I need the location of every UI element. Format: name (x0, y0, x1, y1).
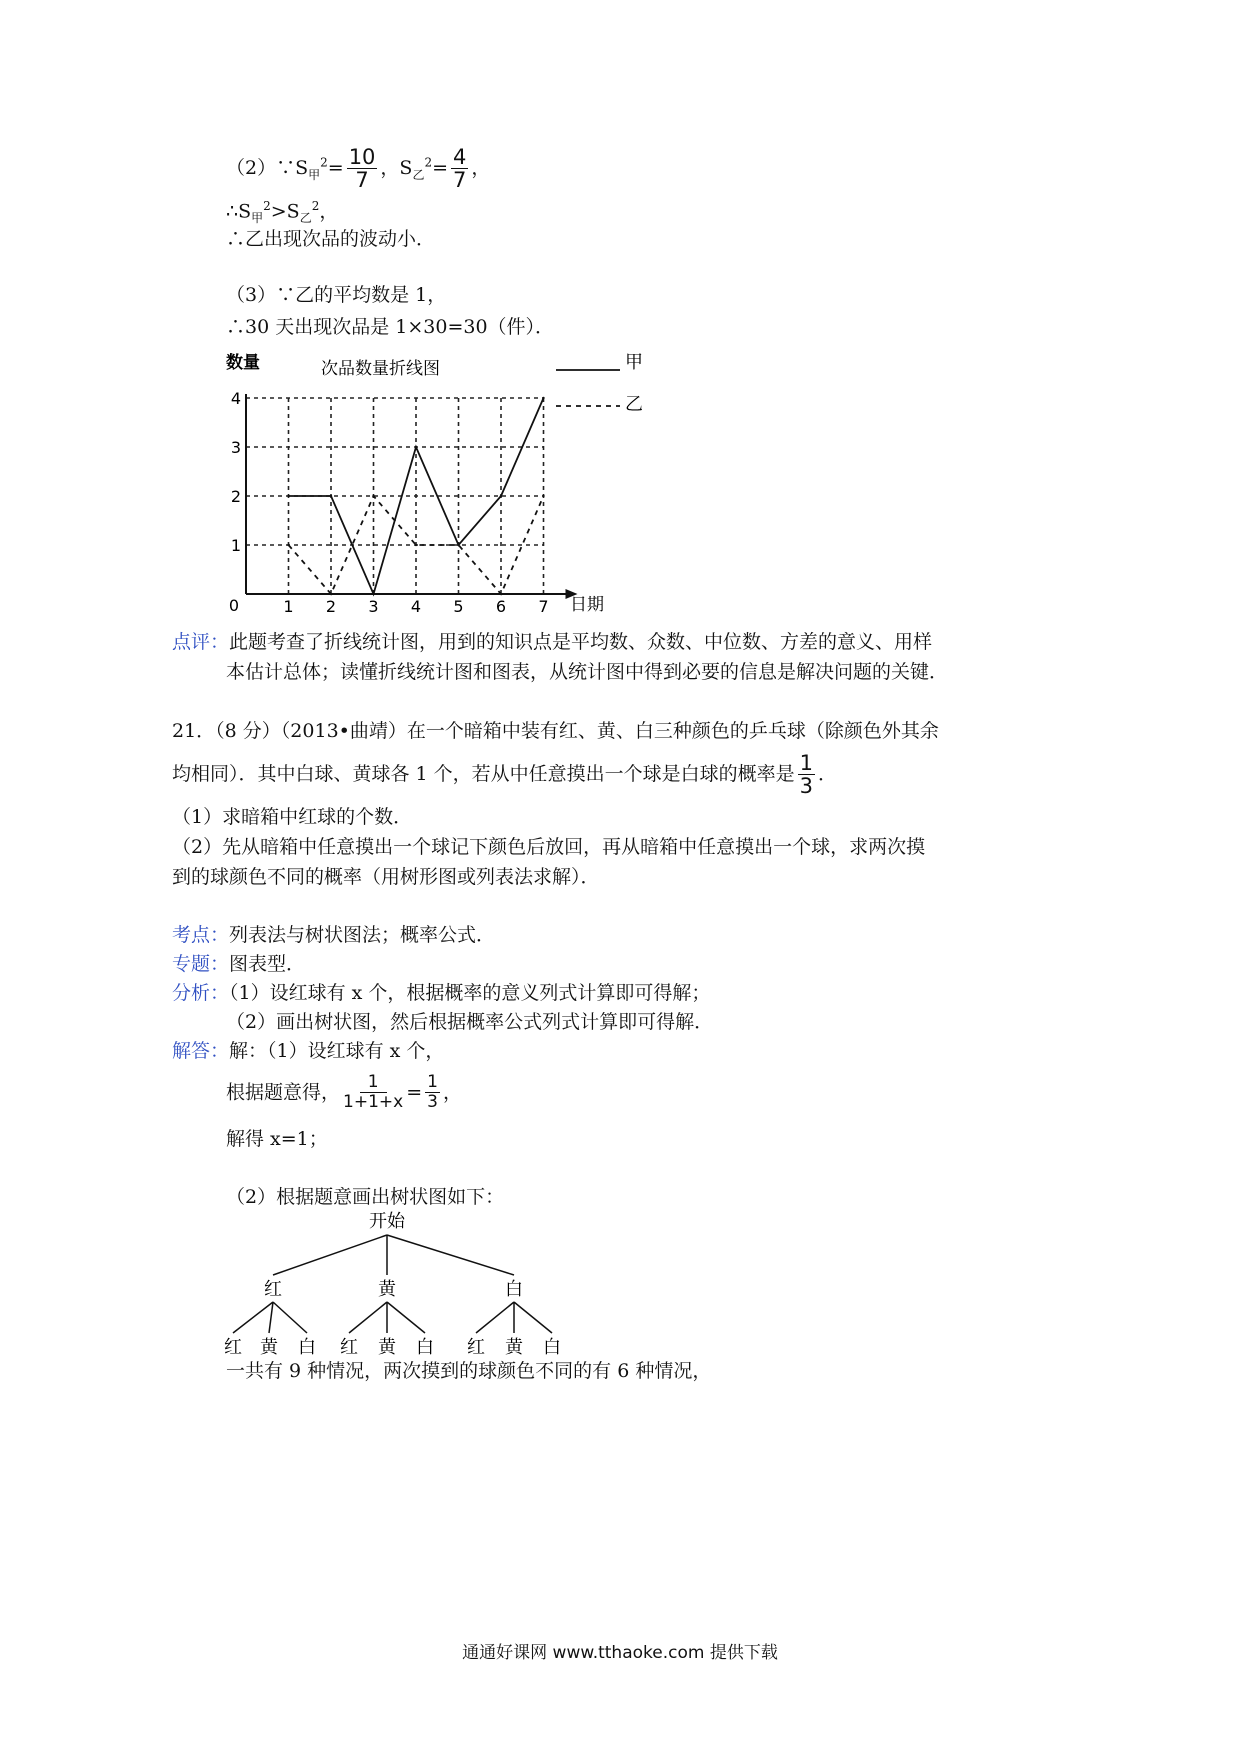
text: ， (471, 157, 491, 180)
legend-label: 甲 (625, 352, 643, 373)
tree-node-l2: 黄 (505, 1337, 523, 1355)
tree-edge (476, 1302, 514, 1333)
q21-line-2 (172, 752, 837, 798)
tree-diagram (220, 1205, 600, 1355)
jieda-text: 解：（1）设红球有 x 个， (229, 1040, 445, 1062)
numerator: 1 (360, 1074, 387, 1093)
x-tick-label: 4 (410, 597, 422, 616)
y-tick-label: 3 (230, 438, 242, 457)
data-point (500, 593, 502, 595)
footer: 通通好课网 www.tthaoke.com 提供下载 (462, 1643, 778, 1663)
kaodian-line (172, 926, 495, 945)
defective-count-line-chart (226, 348, 656, 618)
review-label: 点评： (172, 631, 230, 653)
x-tick-label: 2 (325, 597, 337, 616)
tree-edge (273, 1235, 387, 1275)
tree-node-l1: 红 (264, 1279, 282, 1300)
chart-xlabel: 日期 (570, 595, 604, 615)
fenxi-line-2: （2）画出树状图，然后根据概率公式列式计算即可得解． (226, 1011, 714, 1033)
numerator: 4 (453, 145, 467, 169)
conclusion-1 (226, 200, 338, 224)
denominator: 1+1+x (343, 1091, 404, 1112)
x-tick-label: 1 (283, 597, 294, 616)
tree-node-l2: 白 (543, 1337, 561, 1355)
zhuanti-text: 图表型． (229, 953, 306, 975)
data-point (330, 593, 332, 595)
text: >S (270, 200, 300, 223)
subscript-yi: 乙 (299, 211, 312, 226)
data-point (500, 495, 502, 497)
tree-node-l2: 白 (416, 1337, 434, 1355)
superscript: 2 (311, 199, 320, 213)
tree-edge (387, 1235, 514, 1275)
origin-label: 0 (228, 596, 240, 615)
fraction-1-3 (798, 752, 815, 798)
fraction-4-7 (451, 146, 468, 192)
review-line-2: 本估计总体；读懂折线统计图和图表，从统计图中得到必要的信息是解决问题的关键． (226, 661, 949, 683)
q21-sub1: （1）求暗箱中红球的个数． (172, 806, 413, 828)
tree-node-l2: 红 (224, 1337, 242, 1355)
text: ∴S (226, 200, 252, 223)
text: （2）∵S (226, 157, 309, 180)
kaodian-label: 考点： (172, 924, 230, 946)
data-point (415, 446, 417, 448)
tree-edge (273, 1302, 307, 1333)
zhuanti-line (172, 955, 305, 974)
x-tick-label: 7 (538, 597, 549, 616)
superscript: 2 (263, 199, 271, 213)
q21-sub2-line-2: 到的球颜色不同的概率（用树形图或列表法求解）． (172, 866, 600, 888)
jieda-solution: 解得 x=1； (226, 1128, 328, 1150)
text: 均相同）．其中白球、黄球各 1 个，若从中任意摸出一个球是白球的概率是 (172, 763, 795, 786)
text: ，S (380, 157, 413, 180)
superscript: 2 (320, 155, 328, 170)
tree-node-l1: 白 (505, 1279, 523, 1300)
subscript-jia: 甲 (251, 211, 264, 226)
conclusion-2: ∴乙出现次品的波动小． (226, 228, 436, 250)
text: = (327, 157, 344, 180)
jieda-label: 解答： (172, 1040, 230, 1062)
denominator: 7 (355, 168, 369, 193)
y-tick-label: 4 (230, 389, 242, 408)
x-tick-label: 3 (368, 597, 379, 616)
jieda-equation (226, 1074, 462, 1112)
chart-legend (556, 352, 643, 415)
tree-node-l2: 红 (467, 1337, 485, 1355)
variance-statement (226, 146, 490, 192)
numerator: 10 (348, 145, 376, 169)
data-point (372, 495, 374, 497)
fenxi-line-1 (172, 984, 710, 1003)
data-point (542, 495, 544, 497)
text: ， (442, 1081, 462, 1104)
subscript-jia: 甲 (308, 167, 321, 182)
superscript: 2 (424, 155, 433, 170)
numerator: 1 (427, 1072, 438, 1092)
tree-edge (387, 1302, 425, 1333)
y-tick-label: 2 (230, 487, 242, 506)
data-point (542, 397, 544, 399)
tree-node-l2: 黄 (260, 1337, 278, 1355)
fenxi-label: 分析： (172, 982, 230, 1004)
part3-statement: （3）∵乙的平均数是 1， (226, 284, 447, 306)
x-tick-label: 5 (453, 597, 464, 616)
y-tick-label: 1 (230, 536, 242, 555)
data-point (372, 593, 374, 595)
text: 根据题意得， (226, 1081, 341, 1104)
denominator: 3 (799, 774, 814, 799)
data-point (457, 544, 459, 546)
text: ， (319, 200, 339, 223)
q21-sub2-line-1: （2）先从暗箱中任意摸出一个球记下颜色后放回，再从暗箱中任意摸出一个球，求两次摸 (172, 836, 926, 858)
fenxi-text: （1）设红球有 x 个，根据概率的意义列式计算即可得解； (229, 982, 711, 1004)
tree-conclusion: 一共有 9 种情况，两次摸到的球颜色不同的有 6 种情况， (226, 1360, 712, 1382)
data-point (330, 495, 332, 497)
data-point (415, 544, 417, 546)
tree-edge (269, 1302, 273, 1333)
numerator: 1 (799, 751, 814, 775)
fraction-1-3 (425, 1074, 440, 1112)
part3-result: ∴30 天出现次品是 1×30=30（件）． (226, 316, 555, 338)
zhuanti-label: 专题： (172, 953, 230, 975)
tree-node-l2: 白 (298, 1337, 316, 1355)
review-text: 此题考查了折线统计图，用到的知识点是平均数、众数、中位数、方差的意义、用样 (229, 631, 933, 653)
fraction-10-7 (347, 146, 378, 192)
tree-node-l2: 黄 (378, 1337, 396, 1355)
data-point (287, 495, 289, 497)
tree-root: 开始 (369, 1211, 405, 1232)
text: = (432, 157, 449, 180)
denominator: 7 (453, 168, 467, 193)
q21-line-1: 21．（8 分）（2013•曲靖）在一个暗箱中装有红、黄、白三种颜色的乒乓球（除颜色外其余 (172, 720, 939, 742)
tree-edge (514, 1302, 552, 1333)
fraction-1-over-1-1-x (343, 1074, 403, 1112)
review-line-1 (172, 633, 932, 652)
legend-label: 乙 (625, 394, 643, 415)
data-point (287, 544, 289, 546)
jieda-part2: （2）根据题意画出树状图如下： (226, 1186, 505, 1208)
tree-edge (349, 1302, 387, 1333)
jieda-line-1 (172, 1042, 444, 1061)
x-tick-label: 6 (495, 597, 507, 616)
denominator: 3 (427, 1091, 438, 1112)
tree-edge (233, 1302, 273, 1333)
text: = (406, 1081, 423, 1104)
kaodian-text: 列表法与树状图法；概率公式． (229, 924, 496, 946)
text: ． (818, 763, 838, 786)
subscript-yi: 乙 (412, 167, 425, 182)
chart-ylabel: 数量 (226, 353, 260, 373)
tree-node-l1: 黄 (378, 1279, 396, 1300)
chart-title: 次品数量折线图 (321, 359, 440, 379)
tree-node-l2: 红 (340, 1337, 358, 1355)
